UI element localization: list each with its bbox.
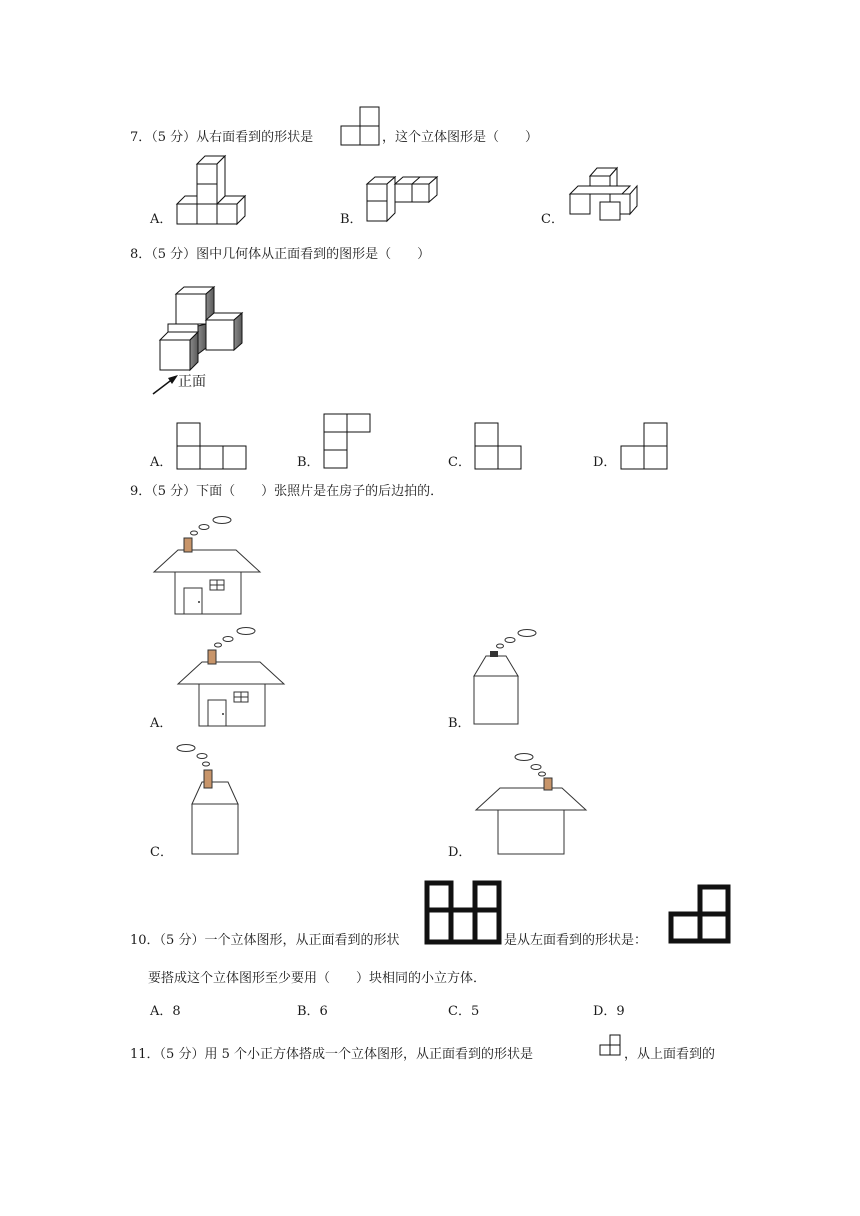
q8-front-label: 正面 (178, 374, 206, 390)
q10-stem-line2: 要搭成这个立体图形至少要用（ ）块相同的小立方体． (148, 971, 487, 986)
q9-option-d-label[interactable]: D． (448, 845, 472, 860)
q10-option-d[interactable]: D．9 (593, 1004, 625, 1019)
q9-option-c-figure[interactable] (174, 740, 244, 858)
q11-stem-part1: 11．（5 分）用 5 个小正方体搭成一个立体图形，从正面看到的形状是 (130, 1047, 533, 1062)
q7-option-c-label[interactable]: C． (541, 212, 564, 227)
q9-option-c-label[interactable]: C． (150, 845, 173, 860)
q10-option-b[interactable]: B．6 (297, 1004, 328, 1019)
q10-left-view-figure (668, 884, 732, 944)
q8-option-b-label[interactable]: B． (297, 455, 320, 470)
q7-stem-part1: 7．（5 分）从右面看到的形状是 (130, 130, 314, 145)
q7-option-b-label[interactable]: B． (340, 212, 363, 227)
q8-option-d-figure[interactable] (620, 422, 670, 470)
q7-option-a-figure[interactable] (176, 158, 248, 228)
q9-reference-house-figure (150, 514, 264, 618)
q7-stem-part2: ，这个立体图形是（ ） (382, 130, 539, 145)
q8-option-c-label[interactable]: C． (448, 455, 471, 470)
q10-stem-part2: 是从左面看到的形状是： (504, 933, 648, 948)
q9-option-b-figure[interactable] (472, 626, 542, 728)
q7-right-view-figure (340, 106, 382, 146)
q7-option-c-figure[interactable] (568, 164, 640, 222)
q10-front-view-figure (424, 880, 504, 946)
q8-option-b-figure[interactable] (323, 413, 371, 469)
q8-option-d-label[interactable]: D． (593, 455, 617, 470)
q9-option-b-label[interactable]: B． (448, 716, 471, 731)
q11-stem-part2: ，从上面看到的 (624, 1047, 716, 1062)
q10-option-a[interactable]: A．8 (150, 1004, 181, 1019)
q8-option-c-figure[interactable] (474, 422, 524, 470)
q9-option-a-label[interactable]: A． (150, 716, 173, 731)
q8-option-a-label[interactable]: A． (150, 455, 173, 470)
q9-stem: 9．（5 分）下面（ ）张照片是在房子的后边拍的． (130, 484, 444, 499)
q8-stem: 8．（5 分）图中几何体从正面看到的图形是（ ） (130, 247, 431, 262)
q10-option-c[interactable]: C．5 (448, 1004, 480, 1019)
q11-front-view-figure (599, 1034, 625, 1060)
q8-option-a-figure[interactable] (176, 422, 248, 470)
q10-stem-part1: 10．（5 分）一个立体图形，从正面看到的形状 (130, 933, 400, 948)
q7-option-b-figure[interactable] (366, 174, 440, 226)
q9-option-a-figure[interactable] (174, 624, 288, 730)
q9-option-d-figure[interactable] (472, 748, 590, 858)
q7-option-a-label[interactable]: A． (150, 212, 173, 227)
